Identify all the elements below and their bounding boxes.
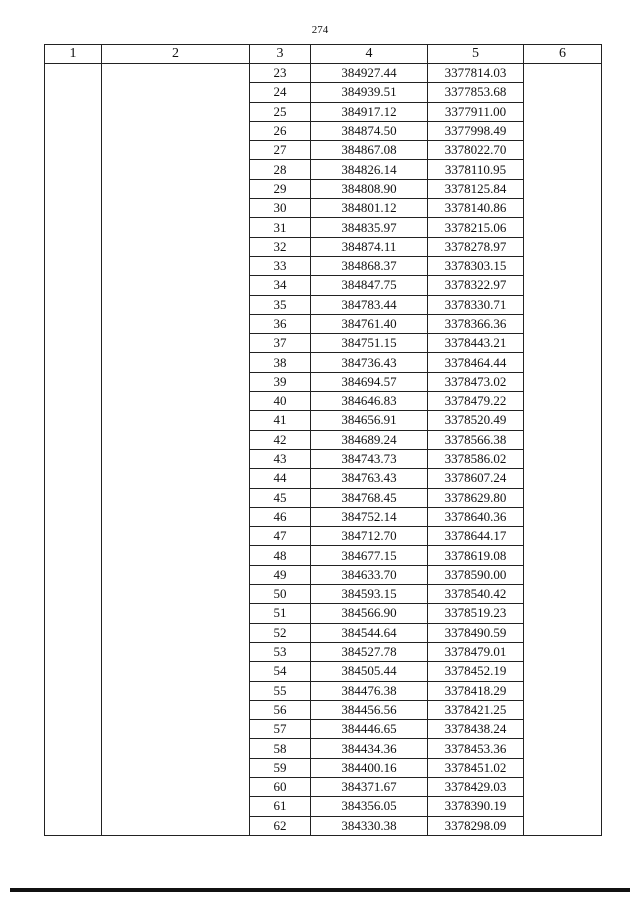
point-number-cell: 58 xyxy=(250,739,311,758)
point-number-cell: 51 xyxy=(250,604,311,623)
point-number-cell: 50 xyxy=(250,585,311,604)
y-coordinate-cell: 3378278.97 xyxy=(428,237,524,256)
point-number-cell: 47 xyxy=(250,527,311,546)
y-coordinate-cell: 3378322.97 xyxy=(428,276,524,295)
point-number-cell: 36 xyxy=(250,314,311,333)
x-coordinate-cell: 384434.36 xyxy=(311,739,428,758)
point-number-cell: 49 xyxy=(250,565,311,584)
y-coordinate-cell: 3377814.03 xyxy=(428,64,524,83)
y-coordinate-cell: 3378429.03 xyxy=(428,777,524,796)
y-coordinate-cell: 3378443.21 xyxy=(428,334,524,353)
y-coordinate-cell: 3378644.17 xyxy=(428,527,524,546)
y-coordinate-cell: 3378590.00 xyxy=(428,565,524,584)
x-coordinate-cell: 384939.51 xyxy=(311,83,428,102)
x-coordinate-cell: 384927.44 xyxy=(311,64,428,83)
x-coordinate-cell: 384743.73 xyxy=(311,449,428,468)
y-coordinate-cell: 3378303.15 xyxy=(428,256,524,275)
y-coordinate-cell: 3378453.36 xyxy=(428,739,524,758)
y-coordinate-cell: 3378607.24 xyxy=(428,469,524,488)
point-number-cell: 56 xyxy=(250,700,311,719)
y-coordinate-cell: 3378566.38 xyxy=(428,430,524,449)
y-coordinate-cell: 3378421.25 xyxy=(428,700,524,719)
point-number-cell: 45 xyxy=(250,488,311,507)
y-coordinate-cell: 3378366.36 xyxy=(428,314,524,333)
point-number-cell: 28 xyxy=(250,160,311,179)
x-coordinate-cell: 384868.37 xyxy=(311,256,428,275)
y-coordinate-cell: 3378490.59 xyxy=(428,623,524,642)
point-number-cell: 23 xyxy=(250,64,311,83)
point-number-cell: 55 xyxy=(250,681,311,700)
y-coordinate-cell: 3377998.49 xyxy=(428,121,524,140)
point-number-cell: 61 xyxy=(250,797,311,816)
x-coordinate-cell: 384801.12 xyxy=(311,199,428,218)
x-coordinate-cell: 384330.38 xyxy=(311,816,428,835)
x-coordinate-cell: 384566.90 xyxy=(311,604,428,623)
point-number-cell: 35 xyxy=(250,295,311,314)
column-header-5: 5 xyxy=(428,45,524,64)
x-coordinate-cell: 384826.14 xyxy=(311,160,428,179)
y-coordinate-cell: 3378586.02 xyxy=(428,449,524,468)
point-number-cell: 33 xyxy=(250,256,311,275)
y-coordinate-cell: 3378418.29 xyxy=(428,681,524,700)
point-number-cell: 60 xyxy=(250,777,311,796)
column-2-empty-cell xyxy=(102,64,250,836)
x-coordinate-cell: 384527.78 xyxy=(311,642,428,661)
point-number-cell: 41 xyxy=(250,411,311,430)
point-number-cell: 24 xyxy=(250,83,311,102)
y-coordinate-cell: 3378215.06 xyxy=(428,218,524,237)
y-coordinate-cell: 3378473.02 xyxy=(428,372,524,391)
y-coordinate-cell: 3378330.71 xyxy=(428,295,524,314)
y-coordinate-cell: 3378022.70 xyxy=(428,141,524,160)
point-number-cell: 38 xyxy=(250,353,311,372)
point-number-cell: 53 xyxy=(250,642,311,661)
y-coordinate-cell: 3378519.23 xyxy=(428,604,524,623)
x-coordinate-cell: 384593.15 xyxy=(311,585,428,604)
x-coordinate-cell: 384505.44 xyxy=(311,662,428,681)
page-number: 274 xyxy=(311,24,329,36)
x-coordinate-cell: 384689.24 xyxy=(311,430,428,449)
column-header-4: 4 xyxy=(311,45,428,64)
table-row xyxy=(45,64,602,83)
y-coordinate-cell: 3378438.24 xyxy=(428,720,524,739)
point-number-cell: 34 xyxy=(250,276,311,295)
y-coordinate-cell: 3377911.00 xyxy=(428,102,524,121)
y-coordinate-cell: 3378479.01 xyxy=(428,642,524,661)
coordinates-table xyxy=(44,44,602,836)
point-number-cell: 25 xyxy=(250,102,311,121)
x-coordinate-cell: 384736.43 xyxy=(311,353,428,372)
x-coordinate-cell: 384768.45 xyxy=(311,488,428,507)
x-coordinate-cell: 384694.57 xyxy=(311,372,428,391)
x-coordinate-cell: 384544.64 xyxy=(311,623,428,642)
y-coordinate-cell: 3378629.80 xyxy=(428,488,524,507)
x-coordinate-cell: 384761.40 xyxy=(311,314,428,333)
y-coordinate-cell: 3378110.95 xyxy=(428,160,524,179)
point-number-cell: 39 xyxy=(250,372,311,391)
x-coordinate-cell: 384356.05 xyxy=(311,797,428,816)
x-coordinate-cell: 384874.11 xyxy=(311,237,428,256)
x-coordinate-cell: 384400.16 xyxy=(311,758,428,777)
x-coordinate-cell: 384763.43 xyxy=(311,469,428,488)
x-coordinate-cell: 384646.83 xyxy=(311,392,428,411)
x-coordinate-cell: 384867.08 xyxy=(311,141,428,160)
point-number-cell: 44 xyxy=(250,469,311,488)
point-number-cell: 32 xyxy=(250,237,311,256)
column-6-empty-cell xyxy=(524,64,602,836)
x-coordinate-cell: 384808.90 xyxy=(311,179,428,198)
point-number-cell: 30 xyxy=(250,199,311,218)
x-coordinate-cell: 384656.91 xyxy=(311,411,428,430)
point-number-cell: 29 xyxy=(250,179,311,198)
y-coordinate-cell: 3378452.19 xyxy=(428,662,524,681)
y-coordinate-cell: 3378390.19 xyxy=(428,797,524,816)
y-coordinate-cell: 3378140.86 xyxy=(428,199,524,218)
y-coordinate-cell: 3378451.02 xyxy=(428,758,524,777)
y-coordinate-cell: 3377853.68 xyxy=(428,83,524,102)
point-number-cell: 59 xyxy=(250,758,311,777)
point-number-cell: 62 xyxy=(250,816,311,835)
point-number-cell: 27 xyxy=(250,141,311,160)
x-coordinate-cell: 384847.75 xyxy=(311,276,428,295)
y-coordinate-cell: 3378540.42 xyxy=(428,585,524,604)
column-header-6: 6 xyxy=(524,45,602,64)
bottom-rule xyxy=(10,888,630,892)
y-coordinate-cell: 3378619.08 xyxy=(428,546,524,565)
point-number-cell: 57 xyxy=(250,720,311,739)
point-number-cell: 40 xyxy=(250,392,311,411)
table-body xyxy=(45,64,602,836)
column-1-empty-cell xyxy=(45,64,102,836)
point-number-cell: 52 xyxy=(250,623,311,642)
x-coordinate-cell: 384446.65 xyxy=(311,720,428,739)
point-number-cell: 54 xyxy=(250,662,311,681)
x-coordinate-cell: 384874.50 xyxy=(311,121,428,140)
y-coordinate-cell: 3378520.49 xyxy=(428,411,524,430)
point-number-cell: 26 xyxy=(250,121,311,140)
column-header-1: 1 xyxy=(45,45,102,64)
y-coordinate-cell: 3378298.09 xyxy=(428,816,524,835)
x-coordinate-cell: 384783.44 xyxy=(311,295,428,314)
point-number-cell: 37 xyxy=(250,334,311,353)
point-number-cell: 43 xyxy=(250,449,311,468)
x-coordinate-cell: 384456.56 xyxy=(311,700,428,719)
point-number-cell: 48 xyxy=(250,546,311,565)
point-number-cell: 31 xyxy=(250,218,311,237)
column-header-2: 2 xyxy=(102,45,250,64)
y-coordinate-cell: 3378479.22 xyxy=(428,392,524,411)
y-coordinate-cell: 3378640.36 xyxy=(428,507,524,526)
x-coordinate-cell: 384751.15 xyxy=(311,334,428,353)
x-coordinate-cell: 384633.70 xyxy=(311,565,428,584)
x-coordinate-cell: 384752.14 xyxy=(311,507,428,526)
x-coordinate-cell: 384917.12 xyxy=(311,102,428,121)
table-header-row xyxy=(45,45,602,64)
x-coordinate-cell: 384712.70 xyxy=(311,527,428,546)
point-number-cell: 46 xyxy=(250,507,311,526)
y-coordinate-cell: 3378464.44 xyxy=(428,353,524,372)
x-coordinate-cell: 384476.38 xyxy=(311,681,428,700)
x-coordinate-cell: 384677.15 xyxy=(311,546,428,565)
y-coordinate-cell: 3378125.84 xyxy=(428,179,524,198)
column-header-3: 3 xyxy=(250,45,311,64)
x-coordinate-cell: 384371.67 xyxy=(311,777,428,796)
x-coordinate-cell: 384835.97 xyxy=(311,218,428,237)
point-number-cell: 42 xyxy=(250,430,311,449)
